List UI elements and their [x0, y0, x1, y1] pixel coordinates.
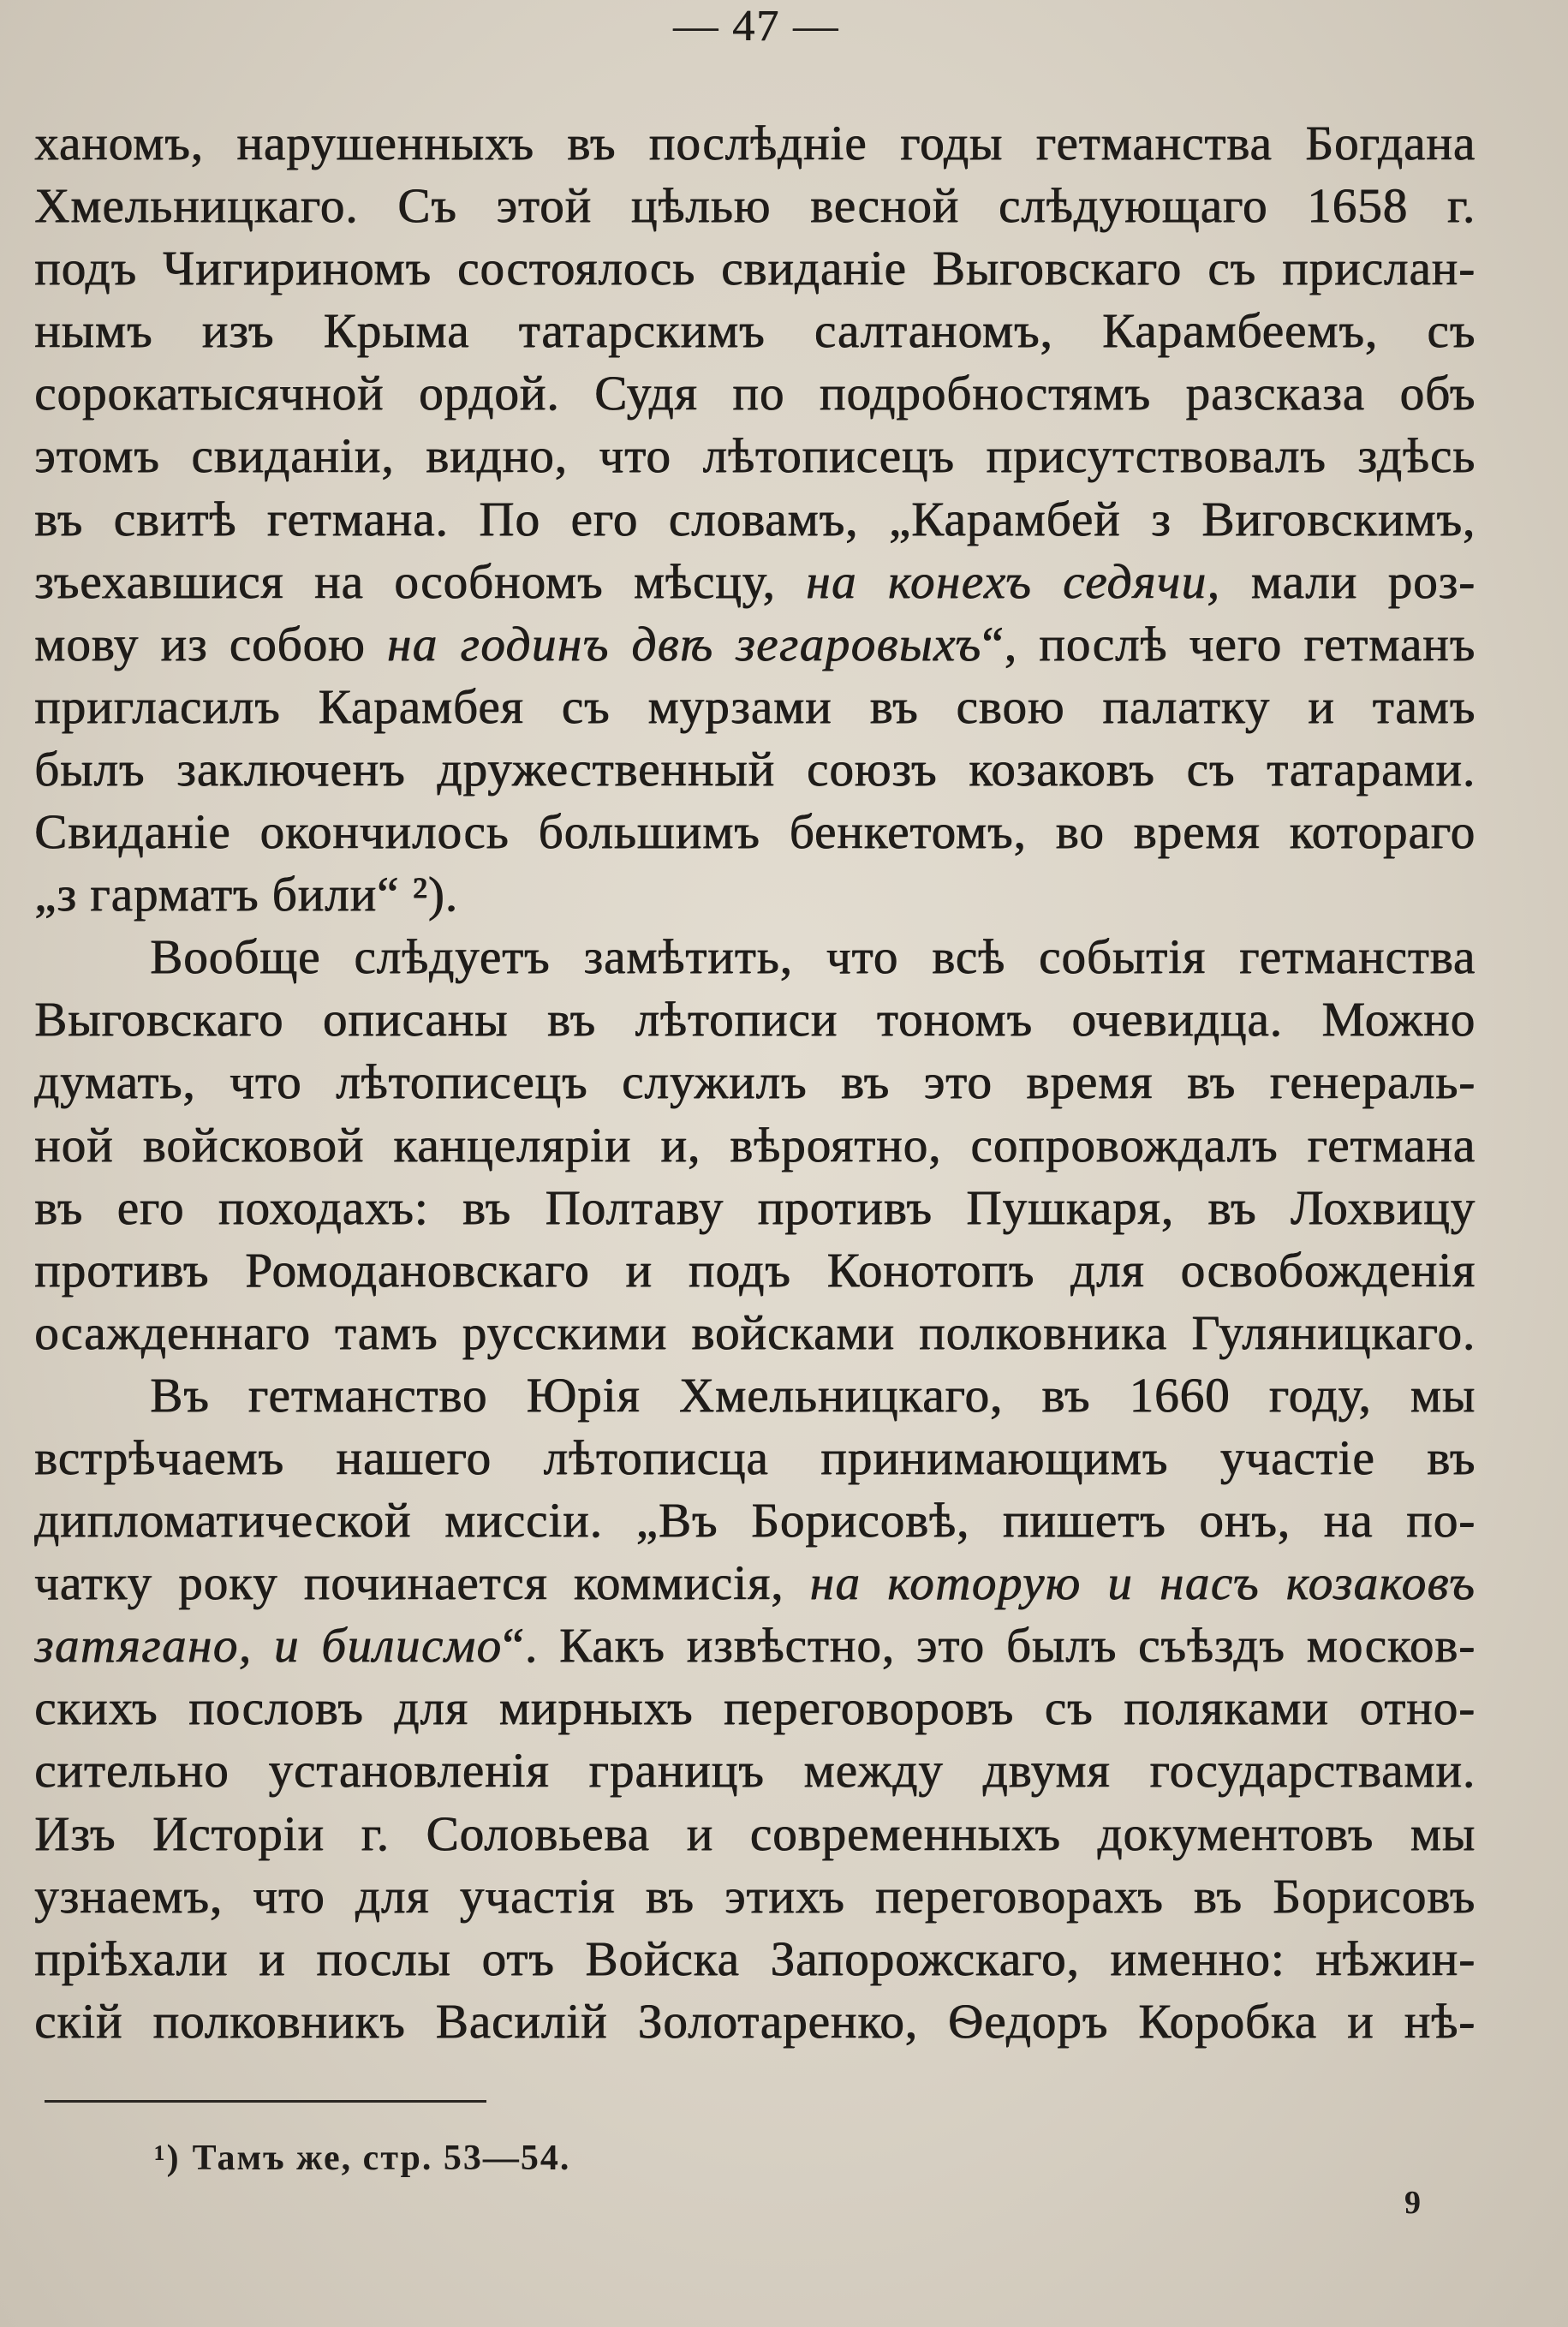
text-line: думать, что лѣтописецъ служилъ въ это время въ генераль-: [34, 1055, 1476, 1110]
text-line: [34, 1552, 1476, 1614]
body-text: [34, 112, 1476, 2053]
footnote-text: Тамъ же, стр. 53—54.: [192, 2139, 571, 2178]
text-line: осажденнаго тамъ русскими войсками полковника Гуляницкаго.: [34, 1305, 1476, 1360]
text-line: [34, 613, 1476, 676]
text-line: скихъ пословъ для мирныхъ переговоровъ съ поляками отно-: [34, 1681, 1476, 1736]
text-line: пріѣхали и послы отъ Войска Запорожскаго, именно: нѣжин-: [34, 1931, 1476, 1986]
text-line: Вообще слѣдуетъ замѣтить, что всѣ событія гетманства: [150, 930, 1476, 985]
signature-mark: 9: [1404, 2185, 1421, 2221]
text-line: скій полковникъ Василій Золотаренко, Ѳедоръ Коробка и нѣ-: [34, 1994, 1476, 2049]
text-line: Свиданіе окончилось большимъ бенкетомъ, во время котораго: [34, 805, 1476, 860]
text-line: сорокатысячной ордой. Судя по подробностямъ разсказа объ: [34, 367, 1476, 421]
text-segment: “, послѣ чего гетманъ: [981, 617, 1476, 671]
text-line: встрѣчаемъ нашего лѣтописца принимающимъ участіе въ: [34, 1430, 1476, 1485]
text-segment: зъехавшися на особномъ мѣсцу,: [34, 554, 807, 609]
text-line: былъ заключенъ дружественный союзъ козаковъ съ татарами.: [34, 742, 1476, 797]
text-line: пригласилъ Карамбея съ мурзами въ свою палатку и тамъ: [34, 679, 1476, 734]
text-line: узнаемъ, что для участія въ этихъ переговорахъ въ Борисовъ: [34, 1869, 1476, 1924]
italic-quote: на годинъ двѣ зегаровыхъ: [386, 617, 982, 671]
text-line: противъ Ромодановскаго и подъ Конотопъ для освобожденія: [34, 1243, 1476, 1298]
text-segment: “. Какъ извѣстно, это былъ съѣздъ москов-: [502, 1619, 1476, 1674]
paragraph: [34, 926, 1476, 1364]
text-line: подъ Чигириномъ состоялось свиданіе Выговскаго съ прислан-: [34, 242, 1476, 296]
text-line: ханомъ, нарушенныхъ въ послѣдніе годы гетманства Богдана: [34, 116, 1476, 170]
text-line: ной войсковой канцеляріи и, вѣроятно, сопровождалъ гетмана: [34, 1118, 1476, 1172]
footnote-rule: [45, 2100, 486, 2103]
page-number: — 47 —: [673, 2, 839, 51]
text-line: дипломатической миссіи. „Въ Борисовѣ, пишетъ онъ, на по-: [34, 1494, 1476, 1548]
text-line: Хмельницкаго. Съ этой цѣлью весной слѣдующаго 1658 г.: [34, 179, 1476, 234]
text-line: въ свитѣ гетмана. По его словамъ, „Карамбей з Виговскимъ,: [34, 492, 1476, 546]
italic-quote: на которую и насъ козаковъ: [809, 1556, 1476, 1611]
text-segment: чатку року починается коммисія,: [34, 1556, 810, 1611]
italic-quote: на конехъ седячи,: [806, 554, 1221, 609]
text-line: нымъ изъ Крыма татарскимъ салтаномъ, Карамбеемъ, съ: [34, 304, 1476, 359]
footnote: [154, 2133, 570, 2184]
paragraph: [34, 112, 1476, 926]
text-line: Изъ Исторіи г. Соловьева и современныхъ документовъ мы: [34, 1806, 1476, 1861]
text-segment: мову из собою: [34, 617, 387, 671]
text-line: Выговскаго описаны въ лѣтописи тономъ очевидца. Можно: [34, 993, 1476, 1047]
text-line: Въ гетманство Юрія Хмельницкаго, въ 1660 году, мы: [150, 1368, 1476, 1423]
footnote-marker: ¹): [154, 2139, 181, 2178]
text-line: [34, 551, 1476, 613]
text-line: этомъ свиданіи, видно, что лѣтописецъ присутствовалъ здѣсь: [34, 429, 1476, 484]
text-line: въ его походахъ: въ Полтаву противъ Пушкаря, въ Лохвицу: [34, 1180, 1476, 1235]
paragraph: [34, 1364, 1476, 2053]
text-line: сительно установленія границъ между двумя государствами.: [34, 1744, 1476, 1799]
text-segment: мали роз-: [1220, 554, 1476, 609]
text-line: „з гарматъ били“ ²).: [34, 868, 458, 922]
italic-quote: затягано, и билисмо: [34, 1619, 503, 1674]
text-line: [34, 1614, 1476, 1677]
